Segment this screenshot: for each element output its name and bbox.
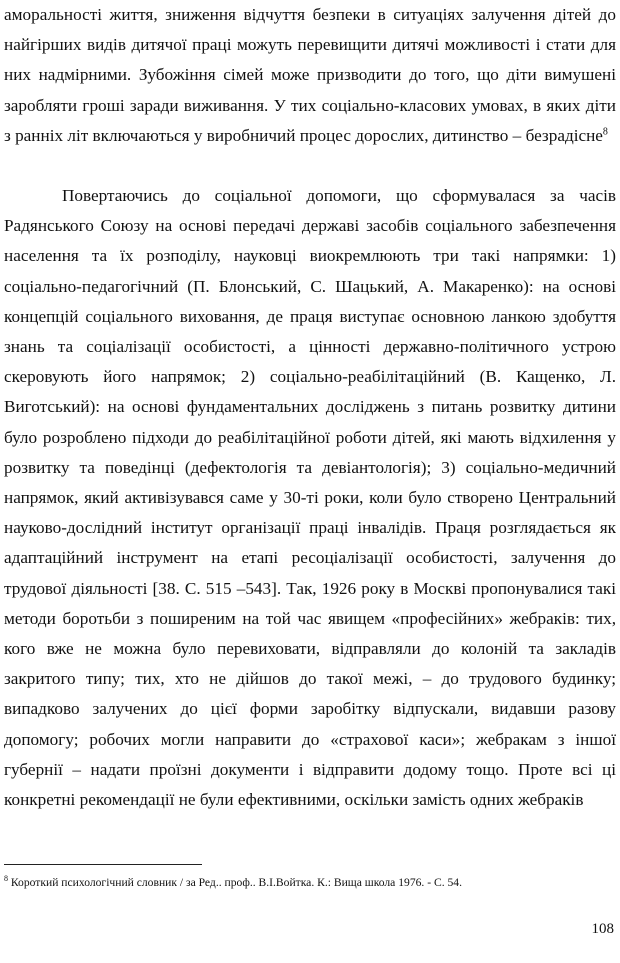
footnote (4, 876, 616, 890)
footnote-text: Короткий психологічний словник / за Ред.. проф.. В.І.Войтка. К.: Вища школа 1976. - С. 54. (8, 876, 462, 889)
footnote-mark: 8 (4, 874, 8, 884)
footnote-divider (4, 864, 202, 865)
paragraph-2: Повертаючись до соціальної допомоги, що сформувалася за часів Радянського Союзу на основі передачі державі засобів соціального забезпечення населення та їх розподілу, науковці виокремлюють три такі напрямки: 1) соціально-педагогічний (П. Блонський, С. Шацький, А. Макаренко): на основі концепцій соціального виховання, де праця виступає основною ланкою здобуття знань та соціалізації особистості, а цінності державно-політичного устрою скеровують його напрямок; 2) соціально-реабілітаційний (В. Кащенко, Л. Виготський): на основі фундаментальних досліджень з питань розвитку дитини було розроблено підходи до реабілітаційної роботи дітей, які мають відхилення у розвитку та поведінці (дефектологія та девіантологія); 3) соціально-медичний напрямок, який активізувався саме у 30-ті роки, коли було створено Центральний науково-дослідний інститут організації праці інвалідів. Праця розглядається як адаптаційний інструмент на етапі ресоціалізації особистості, залучення до трудової діяльності [38. С. 515 –543]. Так, 1926 року в Москві пропонувалися такі методи боротьби з поширеним на той час явищем «професійних» жебраків: тих, кого вже не можна було перевиховати, відправляли до колоній та закладів закритого типу; тих, хто не дійшов до такої межі, – до трудового будинку; випадково залучених до цієї форми заробітку відпускали, видавши разову допомогу; робочих могли направити до «страхової каси»; жебракам з іншої губернії – надати проїзні документи і відправити додому тощо. Проте всі ці конкретні рекомендації не були ефективними, оскільки замість одних жебраків (4, 186, 616, 810)
footnote-reference[interactable]: 8 (602, 126, 608, 138)
paragraph-1-text: аморальності життя, зниження відчуття безпеки в ситуаціях залучення дітей до найгірших видів дитячої праці можуть перевищити дитячі можливості і стати для них надмірними. Зубожіння сімей може призводити до того, що діти вимушені заробляти гроші заради виживання. У тих соціально-класових умовах, в яких діти з ранніх літ включаються у виробничий процес дорослих, дитинство – безрадісне (4, 5, 616, 145)
paragraph-1 (4, 0, 616, 151)
page-number: 108 (591, 921, 614, 937)
